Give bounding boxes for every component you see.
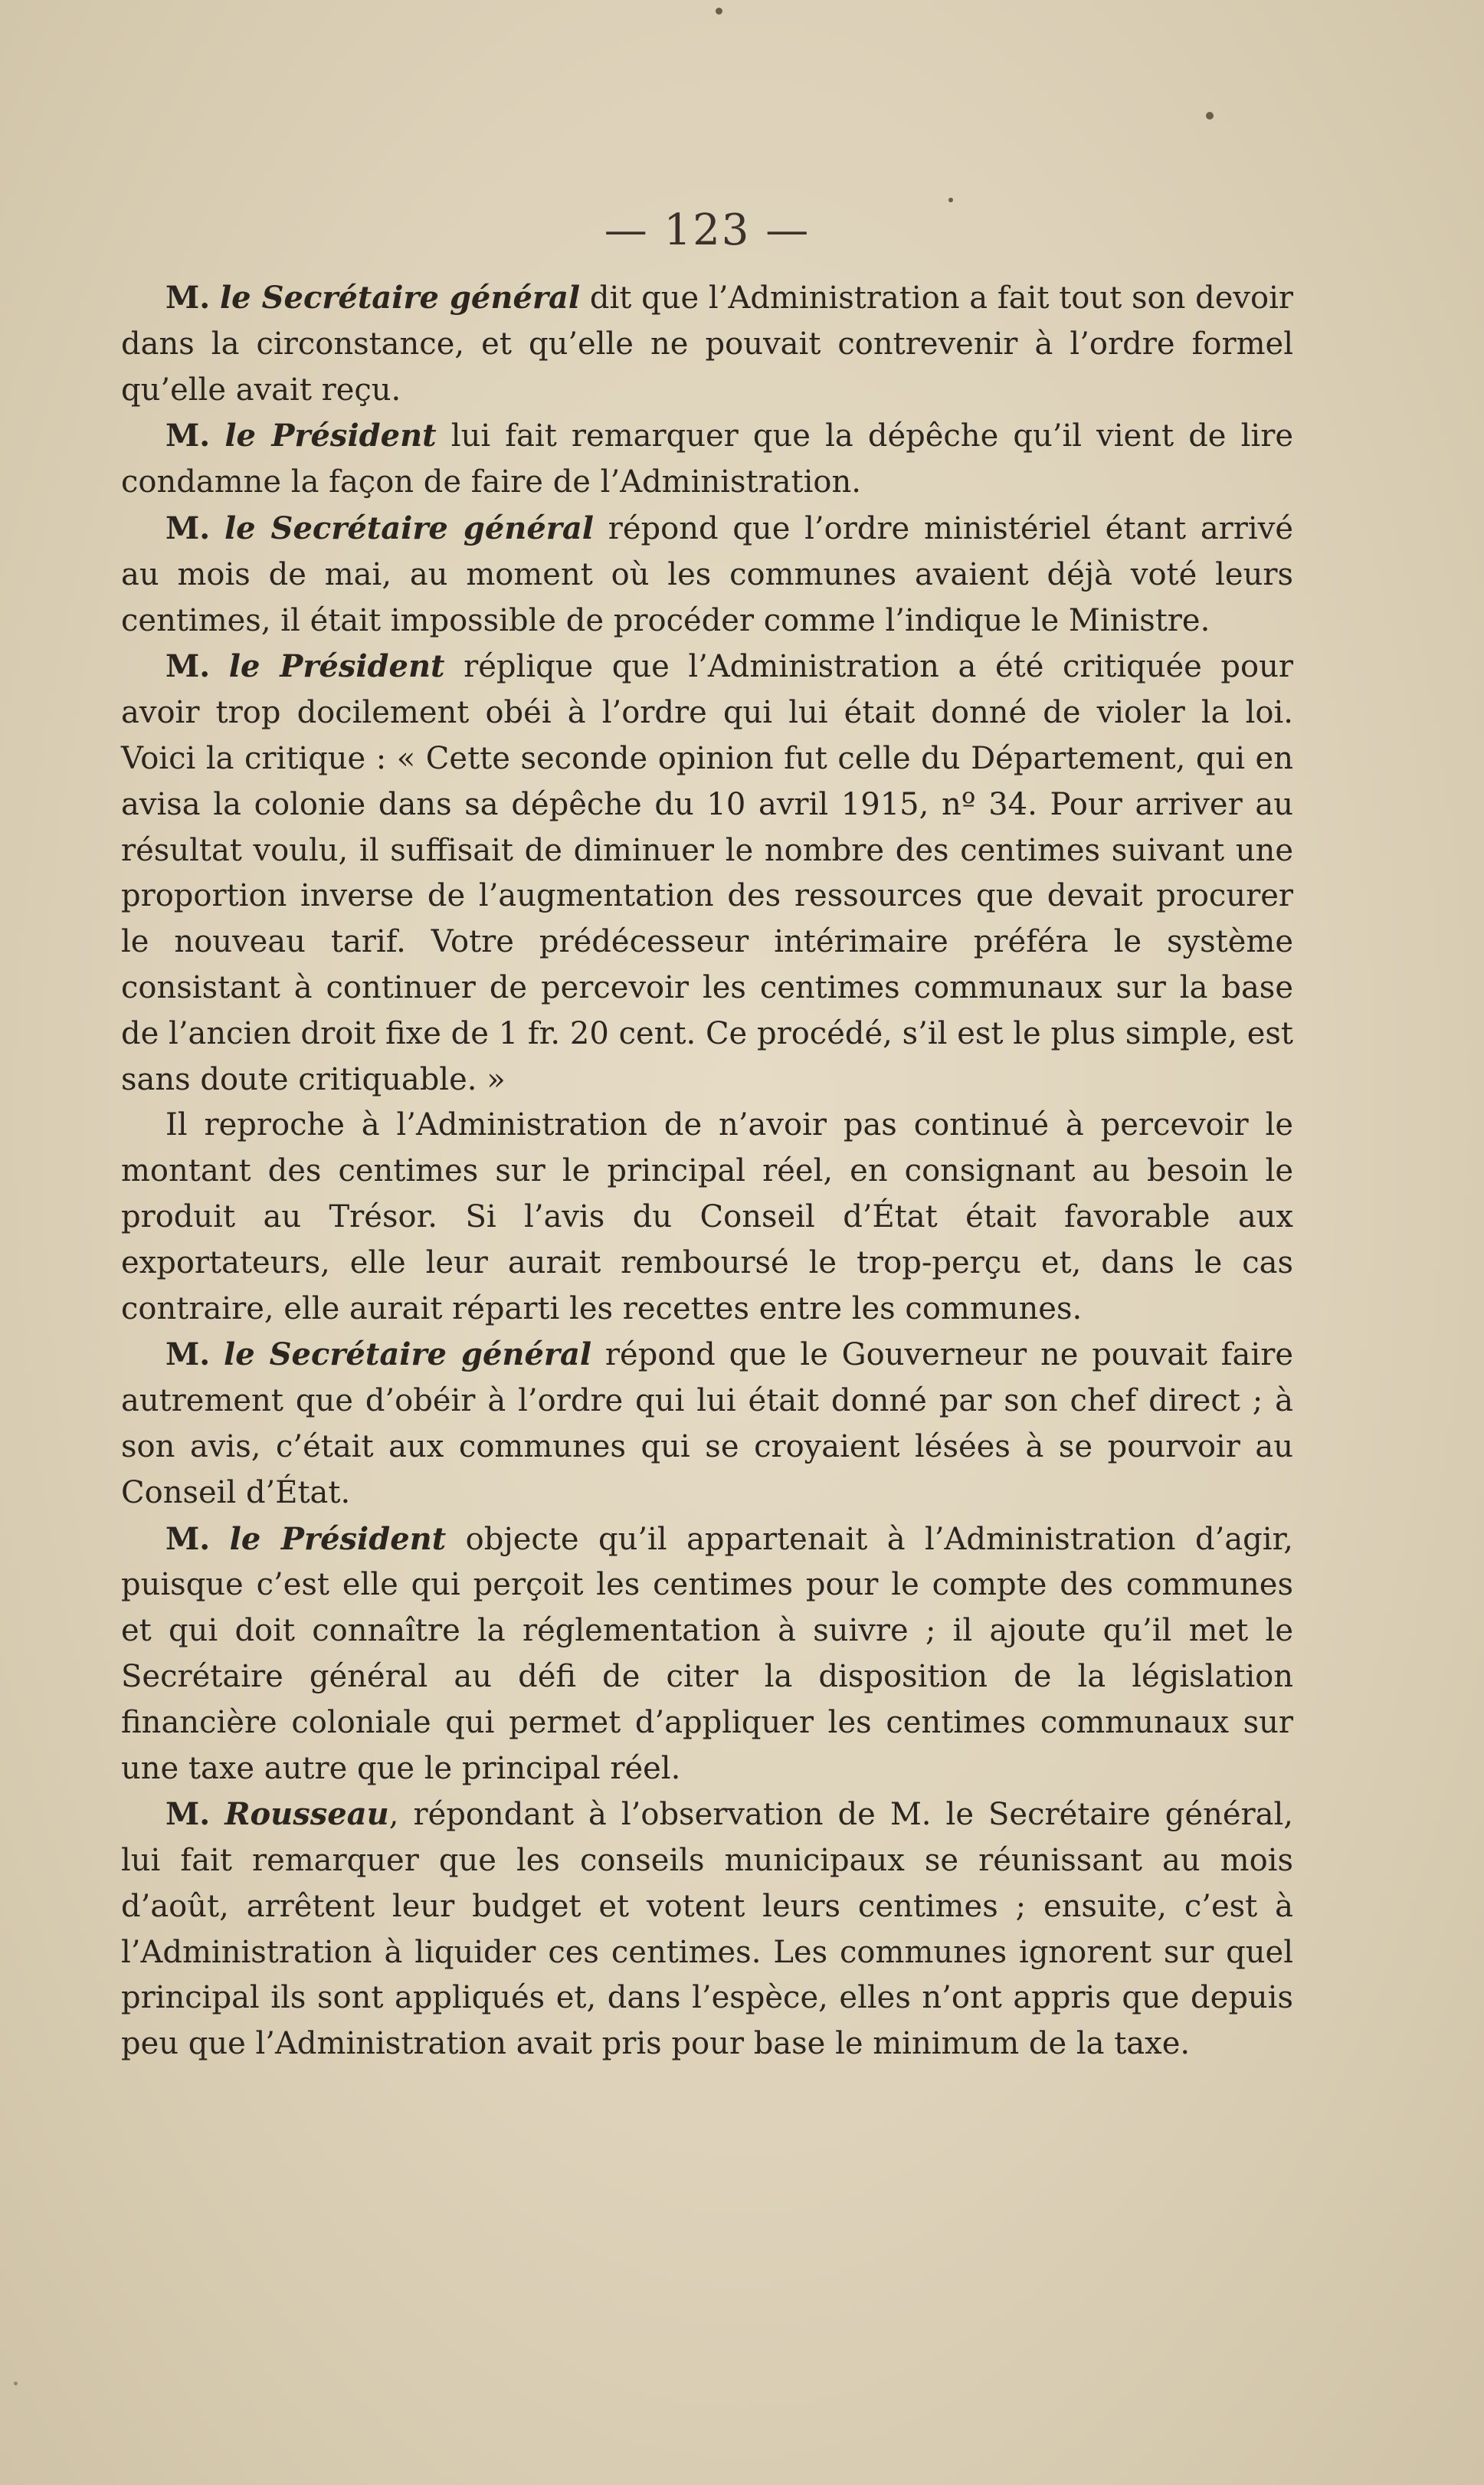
page-number: — 123 — [604,205,811,255]
speaker-name: Rousseau [224,1796,389,1833]
paragraph-text: Il reproche à l’Administration de n’avoir pas continué à percevoir le montant des centimes sur le principal réel, en consignant au besoin le produit au Trésor. Si l’avis du Conseil d’État était favorable aux exportateurs, elle leur aurait remboursé le trop-perçu et, dans le cas contraire, elle aurait réparti les recettes entre les communes. [121,1107,1293,1326]
paper-speck [716,8,722,15]
paper-speck [14,2382,18,2385]
paragraph-5 [121,1103,1293,1332]
speaker-title: M. [165,1520,211,1557]
speaker-title: M. [165,418,211,454]
paper-speck [948,198,953,202]
speaker-title: M. [165,1336,211,1373]
paragraph-8 [121,1792,1293,2067]
speaker-title: M. [165,280,211,316]
speaker-name: le Secrétaire général [219,280,581,316]
paragraph-1 [121,275,1293,413]
speaker-name: le Président [228,648,445,685]
speaker-name: le Président [229,1520,447,1557]
paragraph-2 [121,413,1293,506]
paragraph-text: lui fait remarquer que la dépêche qu’il vient de lire condamne la façon de faire de l’Administration. [121,418,1293,500]
paragraph-text: répond que le Gouverneur ne pouvait faire autrement que d’obéir à l’ordre qui lui était donné par son chef direct ; à son avis, c’était aux communes qui se croyaient lésées à se pourvoir au Conseil d’État. [121,1337,1293,1510]
speaker-name: le Secrétaire général [224,510,594,546]
speaker-title: M. [165,510,211,546]
paragraph-text: réplique que l’Administration a été critiquée pour avoir trop docilement obéi à l’ordre qui lui était donné de violer la loi. Voici la critique : « Cette seconde opinion fut celle du Département, qui en avisa la colonie dans sa dépêche du 10 avril 1915, nº 34. Pour arriver au résultat voulu, il suffisait de diminuer le nombre des centimes suivant une proportion inverse de l’augmentation des ressources que devait procurer le nouveau tarif. Votre prédécesseur intérimaire préféra le système consistant à continuer de percevoir les centimes communaux sur la base de l’ancien droit fixe de 1 fr. 20 cent. Ce procédé, s’il est le plus simple, est sans doute critiquable. » [121,649,1294,1097]
speaker-name: le Président [224,418,437,454]
paragraph-3 [121,506,1293,644]
paragraph-text: objecte qu’il appartenait à l’Administration d’agir, puisque c’est elle qui perçoit les centimes pour le compte des communes et qui doit connaître la réglementation à suivre ; il ajoute qu’il met le Secrétaire général au défi de citer la disposition de la législation financière coloniale qui permet d’appliquer les centimes communaux sur une taxe autre que le principal réel. [121,1521,1294,1786]
paragraph-4 [121,644,1293,1103]
speaker-title: M. [165,1796,211,1833]
paragraph-text: , répondant à l’observation de M. le Secrétaire général, lui fait remarquer que les conseils municipaux se réunissant au mois d’août, arrêtent leur budget et votent leurs centimes ; ensuite, c’est à l’Administration à liquider ces centimes. Les communes ignorent sur quel principal ils sont appliqués et, dans l’espèce, elles n’ont appris que depuis peu que l’Administration avait pris pour base le minimum de la taxe. [121,1797,1293,2062]
paragraph-7 [121,1516,1293,1792]
speaker-title: M. [165,648,211,685]
page-body [121,205,1293,2067]
paragraph-text: répond que l’ordre ministériel étant arrivé au mois de mai, au moment où les communes avaient déjà voté leurs centimes, il était impossible de procéder comme l’indique le Ministre. [121,510,1293,638]
paragraph-text: dit que l’Administration a fait tout son devoir dans la circonstance, et qu’elle ne pouvait contrevenir à l’ordre formel qu’elle avait reçu. [121,280,1293,408]
paragraph-6 [121,1332,1293,1516]
paper-speck [1206,112,1214,120]
speaker-name: le Secrétaire général [224,1336,592,1373]
